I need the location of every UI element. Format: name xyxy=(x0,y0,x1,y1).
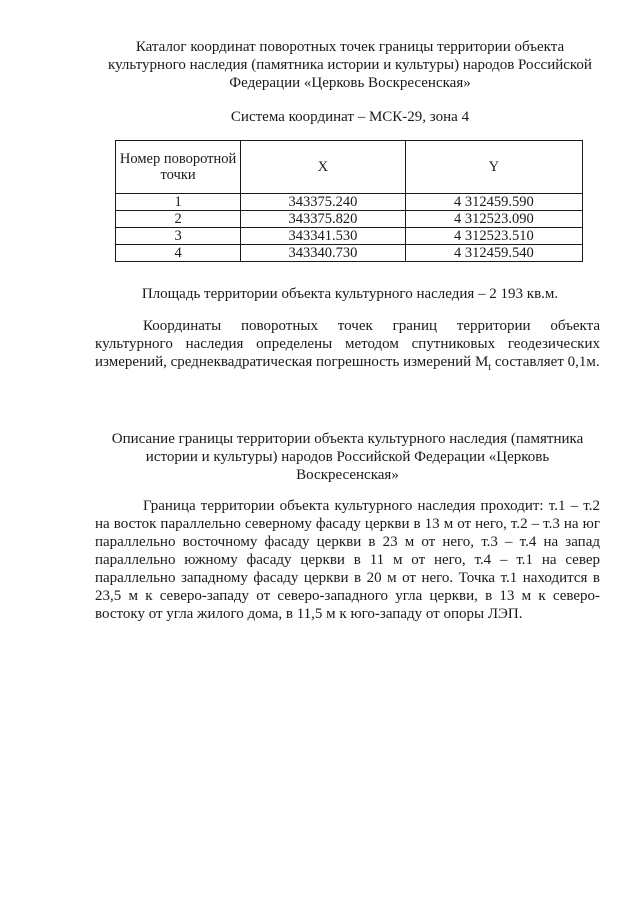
header-y: Y xyxy=(405,141,582,194)
coordinate-system-label: Система координат – МСК-29, зона 4 xyxy=(230,109,470,125)
boundary-description-paragraph: Граница территории объекта культурного наследия проходит: т.1 – т.2 на восток параллельно северному фасаду церкви в 13 м от него, т.2 – т.3 на юг параллельно восточному фасаду церкви в 23 м от него, т.3 – т.4 на запад параллельно южному фасаду церкви в 11 м от него, т.4 – т.1 на север параллельно западному фасаду церкви в 20 м от него. Точка т.1 находится в 23,5 м к северо-западу от северо-западного угла церкви, в 13 м к северо-востоку от угла жилого дома, в 11,5 м к юго-западу от опоры ЛЭП. xyxy=(95,498,600,622)
table-row xyxy=(116,211,583,228)
cell-x: 343340.730 xyxy=(241,245,406,262)
table-header-row xyxy=(116,141,583,194)
table-row xyxy=(116,194,583,211)
accuracy-tail: составляет 0,1м. xyxy=(491,354,600,370)
cell-x: 343341.530 xyxy=(241,228,406,245)
description-title xyxy=(95,430,600,484)
cell-point-number: 3 xyxy=(116,228,241,245)
table-row xyxy=(116,245,583,262)
cell-y: 4 312523.090 xyxy=(405,211,582,228)
description-title-line-2: истории и культуры) народов Российской Федерации «Церковь xyxy=(145,449,550,465)
catalog-title-line-2: культурного наследия (памятника истории и культуры) народов Российской xyxy=(108,57,592,73)
cell-point-number: 1 xyxy=(116,194,241,211)
cell-point-number: 4 xyxy=(116,245,241,262)
cell-x: 343375.820 xyxy=(241,211,406,228)
cell-y: 4 312523.510 xyxy=(405,228,582,245)
accuracy-paragraph xyxy=(95,317,600,377)
cell-point-number: 2 xyxy=(116,211,241,228)
table-row xyxy=(116,228,583,245)
accuracy-text: Координаты поворотных точек границ территории объекта культурного наследия определены методом спутниковых геодезических измерений, среднеквадратическая погрешность измерений M xyxy=(95,318,600,370)
accuracy-subscript: t xyxy=(488,362,492,373)
description-title-line-3: Воскресенская» xyxy=(296,467,399,483)
catalog-title xyxy=(90,38,610,92)
description-title-line-1: Описание границы территории объекта культурного наследия (памятника xyxy=(111,431,584,447)
cell-y: 4 312459.540 xyxy=(405,245,582,262)
header-point-number: Номер поворотной точки xyxy=(116,141,241,194)
area-statement: Площадь территории объекта культурного наследия – 2 193 кв.м. xyxy=(141,286,559,302)
cell-x: 343375.240 xyxy=(241,194,406,211)
cell-y: 4 312459.590 xyxy=(405,194,582,211)
header-x: X xyxy=(241,141,406,194)
catalog-title-line-1: Каталог координат поворотных точек границы территории объекта xyxy=(135,39,565,55)
coordinates-table xyxy=(115,140,583,262)
catalog-title-line-3: Федерации «Церковь Воскресенская» xyxy=(229,75,471,91)
